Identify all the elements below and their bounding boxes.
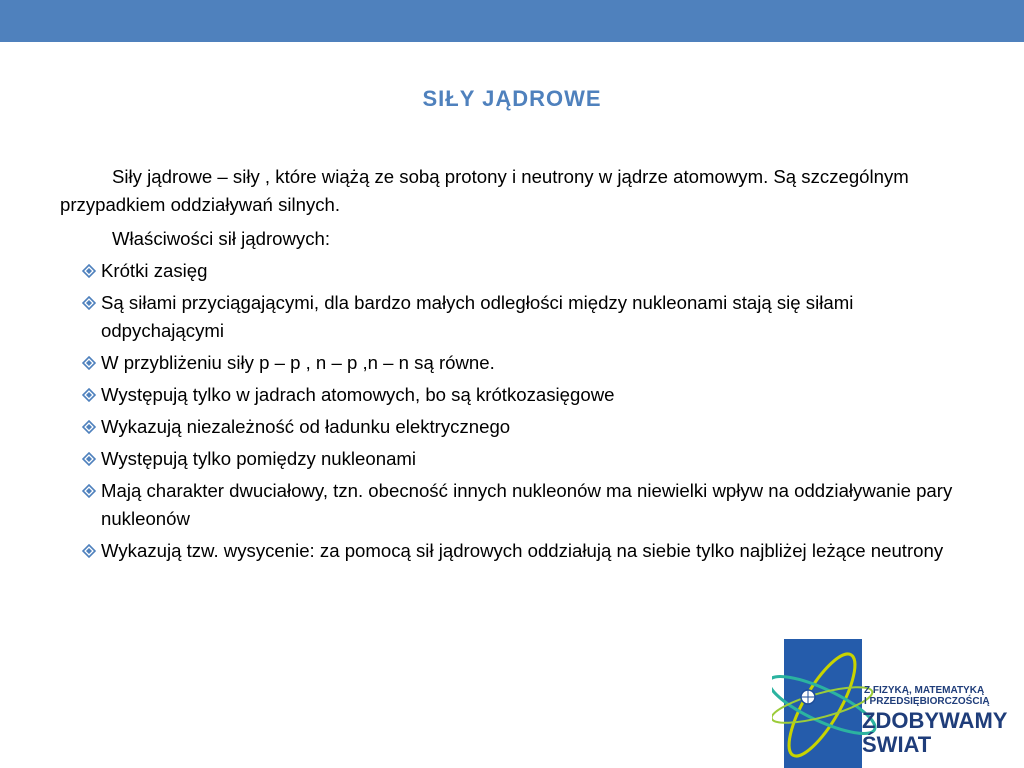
diamond-bullet-icon xyxy=(82,349,98,377)
diamond-bullet-icon xyxy=(82,257,98,285)
slide-title: SIŁY JĄDROWE xyxy=(422,86,602,111)
list-item-text: Wykazują tzw. wysycenie: za pomocą sił jądrowych oddziałują na siebie tylko najbliżej leżące neutrony xyxy=(101,540,944,561)
logo-title-line2: ŚWIAT xyxy=(862,732,932,757)
list-item-text: Występują tylko w jadrach atomowych, bo są krótkozasięgowe xyxy=(101,384,615,405)
list-item xyxy=(60,257,960,285)
diamond-bullet-icon xyxy=(82,477,98,505)
list-item-text: Krótki zasięg xyxy=(101,260,208,281)
list-item xyxy=(60,413,960,441)
list-item-text: Mają charakter dwuciałowy, tzn. obecność innych nukleonów ma niewielki wpływ na oddziaływanie pary nukleonów xyxy=(101,480,953,529)
project-logo xyxy=(772,625,1024,768)
list-item xyxy=(60,537,960,565)
diamond-bullet-icon xyxy=(82,413,98,441)
logo-tagline-line1: Z FIZYKĄ, MATEMATYKĄ xyxy=(864,685,985,696)
logo-title-line1: ZDOBYWAMY xyxy=(862,708,1008,733)
logo-tagline-line2: I PRZEDSIĘBIORCZOŚCIĄ xyxy=(864,696,990,707)
intro-paragraph: Siły jądrowe – siły , które wiążą ze sobą protony i neutrony w jądrze atomowym. Są szczególnym przypadkiem oddziaływań silnych. xyxy=(60,166,909,215)
list-item-text: W przybliżeniu siły p – p , n – p ,n – n są równe. xyxy=(101,352,495,373)
properties-heading: Właściwości sił jądrowych: xyxy=(112,228,331,249)
list-item xyxy=(60,477,960,533)
list-item xyxy=(60,381,960,409)
diamond-bullet-icon xyxy=(82,289,98,317)
diamond-bullet-icon xyxy=(82,445,98,473)
list-item xyxy=(60,349,960,377)
diamond-bullet-icon xyxy=(82,381,98,409)
logo-title xyxy=(862,709,1007,757)
list-item-text: Wykazują niezależność od ładunku elektrycznego xyxy=(101,416,511,437)
list-item xyxy=(60,289,960,345)
properties-list xyxy=(60,257,960,565)
diamond-bullet-icon xyxy=(82,537,98,565)
header-bar xyxy=(0,0,1024,42)
slide-body xyxy=(60,163,960,569)
list-item-text: Występują tylko pomiędzy nukleonami xyxy=(101,448,417,469)
list-item xyxy=(60,445,960,473)
list-item-text: Są siłami przyciągającymi, dla bardzo małych odległości między nukleonami stają się siłami odpychającymi xyxy=(101,292,854,341)
logo-tagline xyxy=(864,685,990,707)
